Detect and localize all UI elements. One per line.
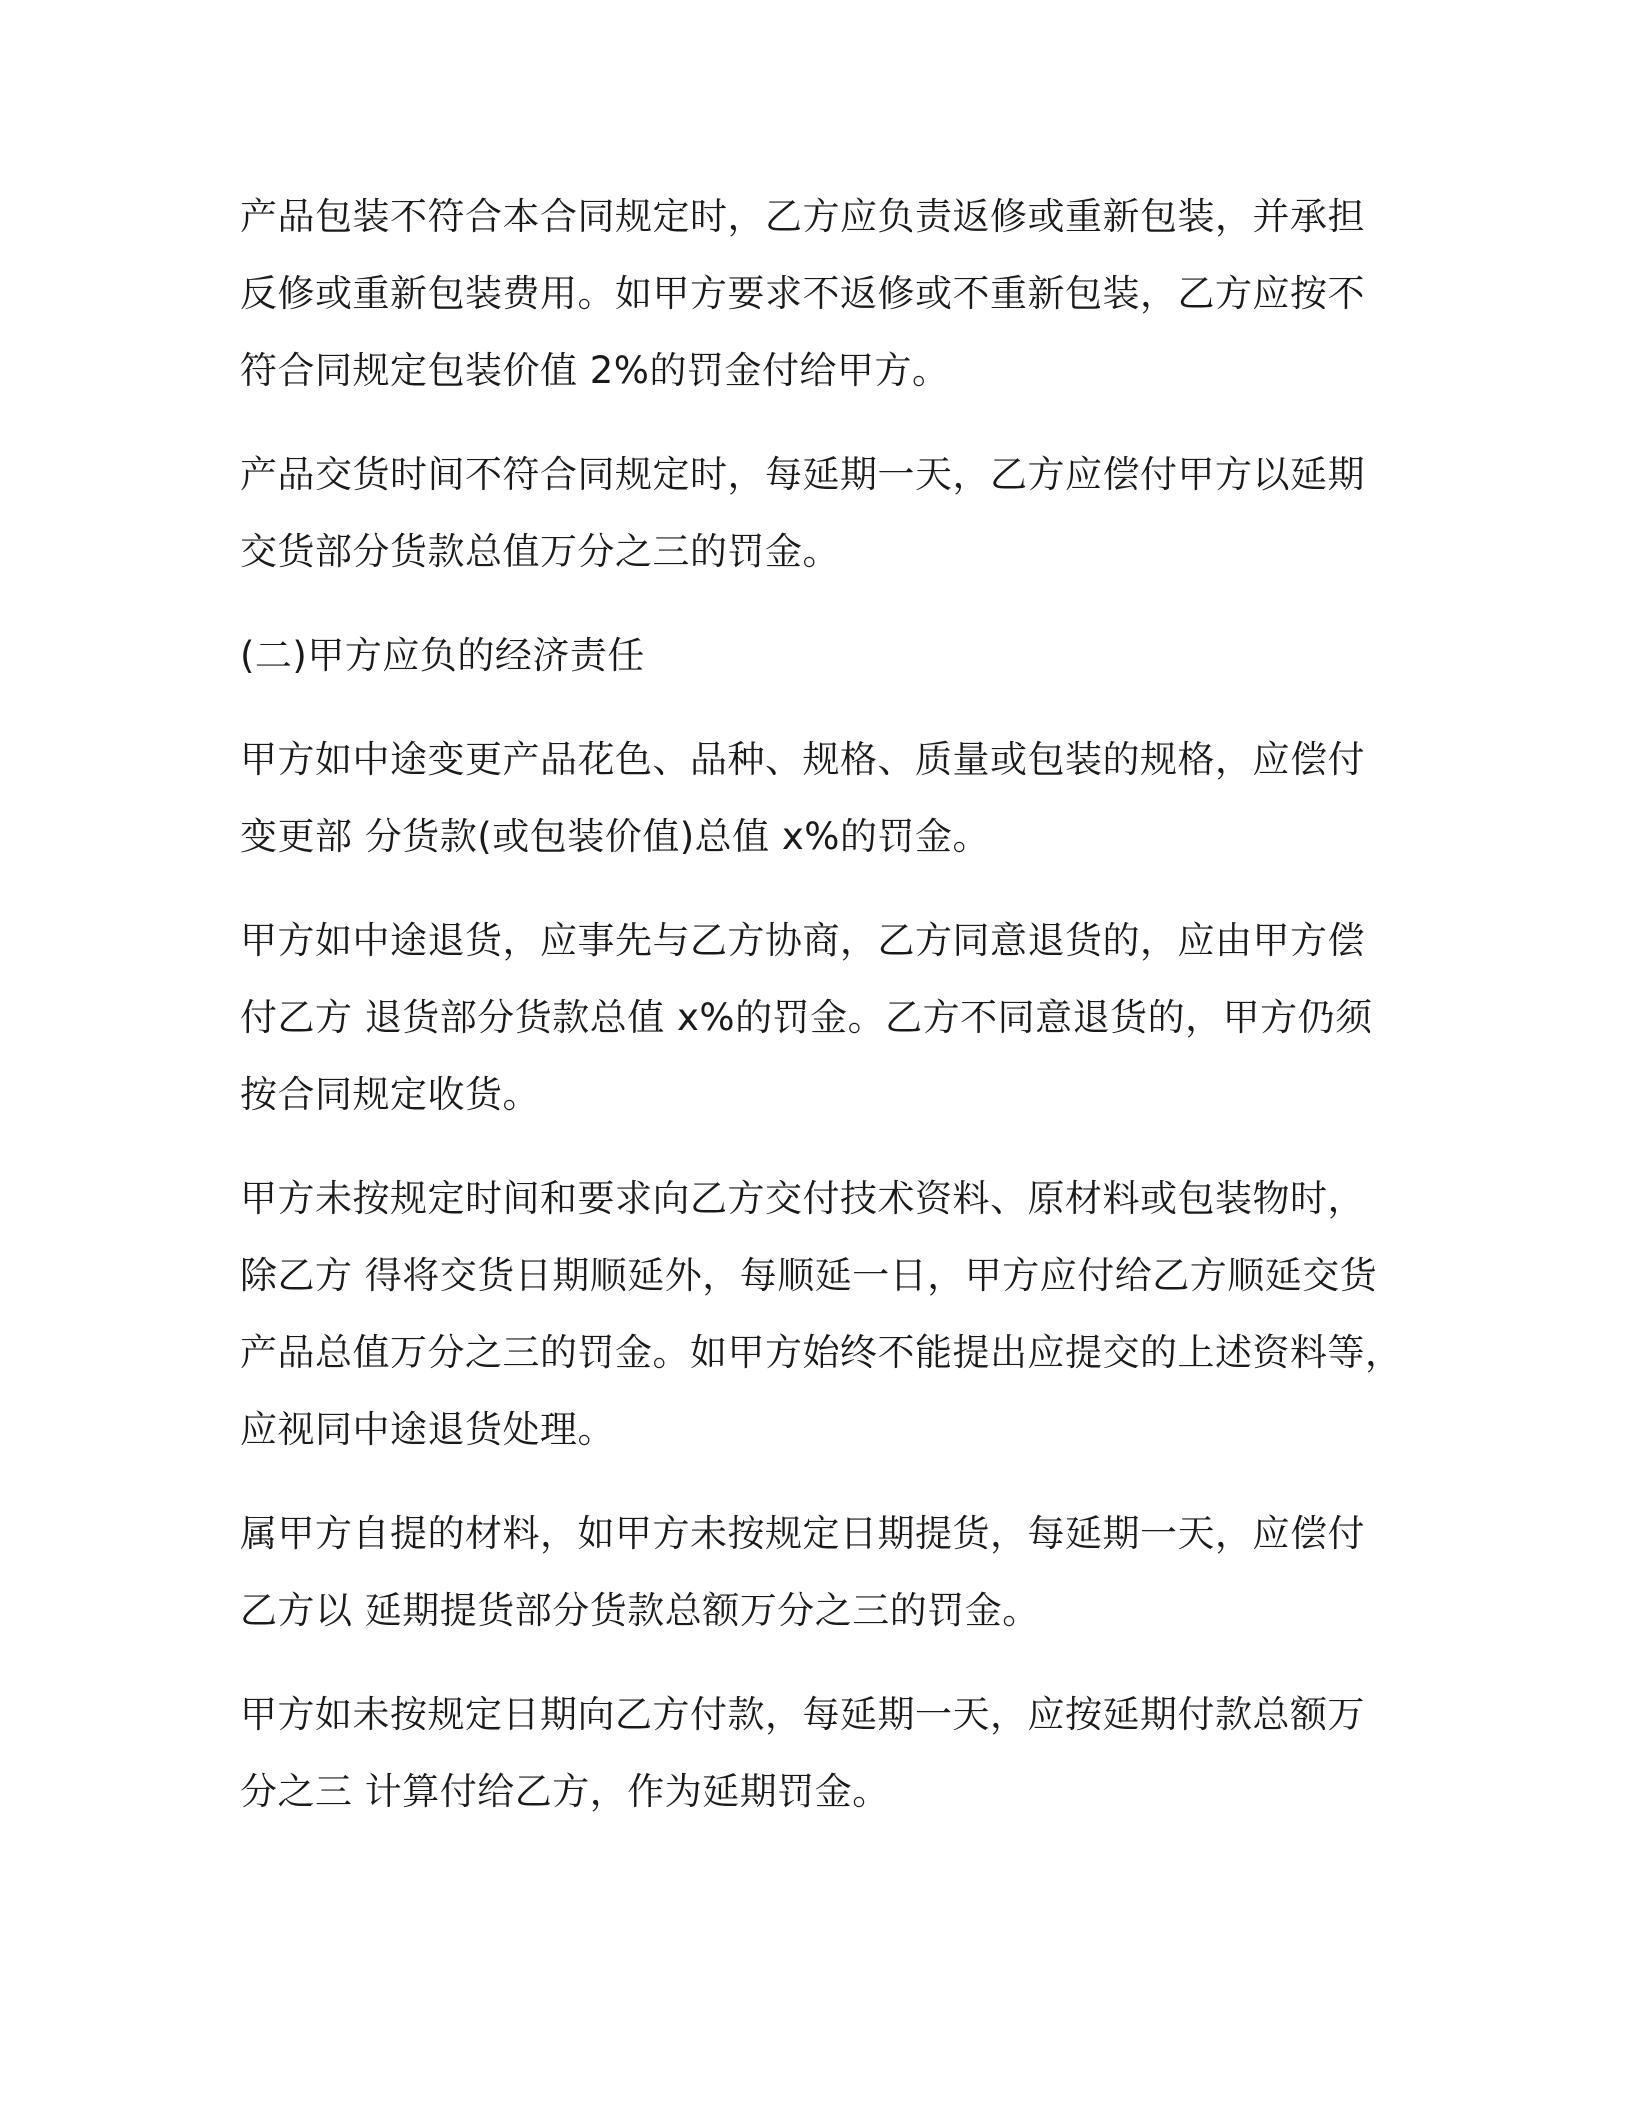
text-line: 分之三 计算付给乙方，作为延期罚金。 [240, 1770, 890, 1813]
text-line: 产品总值万分之三的罚金。如甲方始终不能提出应提交的上述资料等， [240, 1331, 1403, 1374]
text-line: 甲方如未按规定日期向乙方付款，每延期一天，应按延期付款总额万 [240, 1693, 1365, 1736]
paragraph-return-goods [240, 902, 1380, 1133]
text-line: 变更部 分货款(或包装价值)总值 x%的罚金。 [240, 815, 990, 858]
document-body [240, 178, 1403, 1857]
text-line: 甲方如中途退货，应事先与乙方协商，乙方同意退货的，应由甲方偿 [240, 919, 1365, 962]
paragraph-self-pickup [240, 1495, 1380, 1649]
text-line: 产品交货时间不符合同规定时，每延期一天，乙方应偿付甲方以延期 [240, 453, 1365, 496]
text-line: 甲方如中途变更产品花色、品种、规格、质量或包装的规格，应偿付 [240, 738, 1365, 781]
paragraph-late-materials [240, 1160, 1403, 1468]
heading-text: (二)甲方应负的经济责任 [240, 634, 645, 677]
text-line: 按合同规定收货。 [240, 1073, 540, 1116]
paragraph-late-payment [240, 1676, 1380, 1830]
text-line: 付乙方 退货部分货款总值 x%的罚金。乙方不同意退货的，甲方仍须 [240, 996, 1373, 1039]
text-line: 甲方未按规定时间和要求向乙方交付技术资料、原材料或包装物时， [240, 1177, 1365, 1220]
text-line: 属甲方自提的材料，如甲方未按规定日期提货，每延期一天，应偿付 [240, 1512, 1365, 1555]
text-line: 乙方以 延期提货部分货款总额万分之三的罚金。 [240, 1589, 1040, 1632]
section-heading [240, 617, 1380, 694]
text-line: 应视同中途退货处理。 [240, 1408, 615, 1451]
text-line: 除乙方 得将交货日期顺延外，每顺延一日，甲方应付给乙方顺延交货 [240, 1254, 1378, 1297]
paragraph-delivery-delay [240, 436, 1380, 590]
text-line: 反修或重新包装费用。如甲方要求不返修或不重新包装，乙方应按不 [240, 272, 1365, 315]
text-line: 交货部分货款总值万分之三的罚金。 [240, 530, 840, 573]
text-line: 产品包装不符合本合同规定时，乙方应负责返修或重新包装，并承担 [240, 195, 1365, 238]
text-line: 符合同规定包装价值 2%的罚金付给甲方。 [240, 349, 950, 392]
paragraph-change-specification [240, 721, 1380, 875]
paragraph-packaging-nonconformity [240, 178, 1380, 409]
